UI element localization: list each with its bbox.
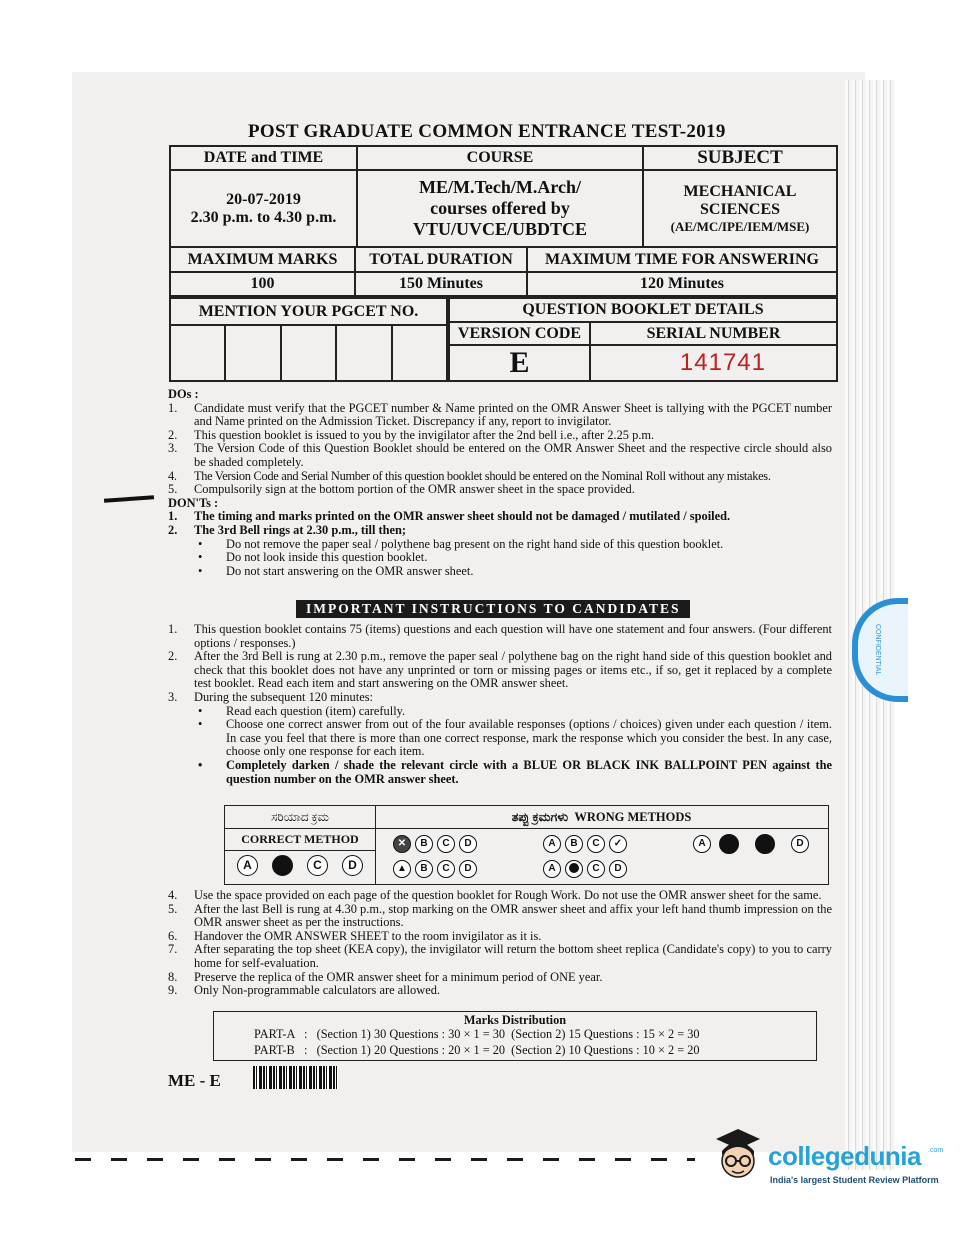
max-time-value: 120 Minutes — [527, 272, 837, 296]
omr-bubble-a: A — [543, 835, 561, 853]
exam-title: POST GRADUATE COMMON ENTRANCE TEST-2019 — [248, 121, 726, 142]
dos-section — [168, 388, 832, 578]
correct-method-panel — [225, 806, 376, 884]
list-item: 1. The timing and marks printed on the OMR answer sheet should not be damaged / mutilated / spoiled. — [168, 509, 731, 524]
bullet-item: • Read each question (item) carefully. — [198, 703, 406, 718]
time-marks-table — [169, 246, 838, 297]
list-item: 7. After separating the top sheet (KEA copy), the invigilator will return the bottom sheet replica (Candidate's copy) to you to carry home for self-evaluation. — [168, 942, 832, 970]
donts-heading: DON'Ts : — [168, 495, 219, 510]
pgcet-table — [169, 297, 448, 382]
omr-bubble-partial: ▲ — [393, 860, 411, 878]
omr-bubble-d: D — [609, 860, 627, 878]
list-item: 4. The Version Code and Serial Number of this question booklet should be entered on the Nominal Roll without any mistakes. — [168, 468, 771, 483]
brand-name: collegedunia — [768, 1141, 921, 1171]
list-item: 3. During the subsequent 120 minutes: — [168, 689, 373, 704]
important-instructions-banner: IMPORTANT INSTRUCTIONS TO CANDIDATES — [296, 600, 690, 618]
confidential-seal: CONFIDENTIAL — [852, 598, 908, 702]
subject-branches: (AE/MC/IPE/IEM/MSE) — [670, 218, 810, 234]
version-code-value: E — [449, 345, 590, 381]
pgcet-digit-box — [225, 325, 280, 381]
barcode — [253, 1066, 338, 1089]
omr-bubble-d: D — [459, 835, 477, 853]
course-line: VTU/UVCE/UBDTCE — [412, 219, 588, 239]
bullet-item: • Do not look inside this question booklet. — [198, 550, 428, 565]
collegedunia-watermark — [712, 1127, 942, 1197]
max-marks-value: 100 — [170, 272, 355, 296]
bullet-item: • Do not remove the paper seal / polythene bag present on the right hand side of this question booklet. — [198, 536, 724, 551]
list-item: 1. This question booklet contains 75 (items) questions and each question will have one statement and four answers. (Four different options / responses.) — [168, 622, 832, 650]
omr-bubble-b: B — [415, 835, 433, 853]
list-item: 3. The Version Code of this Question Booklet should be entered on the OMR Answer Sheet and the respective circle should also be shaded completely. — [168, 441, 832, 469]
date-time-header: DATE and TIME — [170, 146, 357, 170]
pgcet-digit-box — [281, 325, 336, 381]
max-marks-label: MAXIMUM MARKS — [170, 247, 355, 272]
omr-bubble-c: C — [437, 835, 455, 853]
student-mascot-icon — [712, 1127, 768, 1189]
omr-bubble-crossed: ✕ — [393, 835, 411, 853]
part-b-marks: PART-B : (Section 1) 20 Questions : 20 × 1 = 20 (Section 2) 10 Questions : 10 × 2 = 20 — [254, 1043, 700, 1057]
course-line: ME/M.Tech/M.Arch/ — [419, 177, 581, 197]
omr-bubble-c: C — [437, 860, 455, 878]
omr-bubble-d: D — [342, 855, 363, 876]
pgcet-label: MENTION YOUR PGCET NO. — [170, 298, 447, 325]
omr-bubble-a: A — [543, 860, 561, 878]
version-code-label: VERSION CODE — [449, 322, 590, 345]
dos-heading: DOs : — [168, 387, 199, 401]
pgcet-digit-box — [170, 325, 225, 381]
correct-method-label: CORRECT METHOD — [225, 828, 375, 851]
exam-details-table — [169, 145, 838, 248]
correct-method-kannada: ಸರಿಯಾದ ಕ್ರಮ — [225, 806, 375, 829]
omr-methods-box — [224, 805, 829, 885]
list-item: 5. Compulsorily sign at the bottom portion of the OMR answer sheet in the space provided. — [168, 482, 635, 497]
omr-bubble-half-filled — [565, 860, 583, 878]
course-line: courses offered by — [430, 198, 570, 218]
omr-bubble-ticked: ✓ — [609, 835, 627, 853]
omr-bubble-d: D — [791, 835, 809, 853]
course-header: COURSE — [357, 146, 643, 170]
subject-line: SCIENCES — [699, 200, 781, 218]
pgcet-digit-box — [336, 325, 391, 381]
omr-bubble-c: C — [587, 835, 605, 853]
list-item: 4. Use the space provided on each page of the question booklet for Rough Work. Do not use the OMR answer sheet for the same. — [168, 888, 822, 902]
bullet-item: • Completely darken / shade the relevant circle with a BLUE OR BLACK INK BALLPOINT PEN against the question number on the OMR answer sheet. — [198, 757, 832, 786]
bullet-item: • Do not start answering on the OMR answer sheet. — [198, 563, 474, 578]
booklet-details-table — [448, 297, 838, 382]
list-item: 8. Preserve the replica of the OMR answer sheet for a minimum period of ONE year. — [168, 969, 603, 984]
list-item: 2. The 3rd Bell rings at 2.30 p.m., till then; — [168, 522, 407, 537]
omr-bubble-a: A — [693, 835, 711, 853]
brand-domain: .com — [928, 1147, 944, 1154]
pgcet-digit-box — [392, 325, 447, 381]
post-exam-instructions — [168, 889, 832, 998]
omr-bubble-b: B — [565, 835, 583, 853]
list-item: 9. Only Non-programmable calculators are allowed. — [168, 983, 440, 998]
omr-bubble-filled — [272, 855, 293, 876]
serial-number-label: SERIAL NUMBER — [590, 322, 837, 345]
part-a-marks: PART-A : (Section 1) 30 Questions : 30 × 1 = 30 (Section 2) 15 Questions : 15 × 2 = 30 — [254, 1027, 700, 1041]
omr-bubble-filled — [719, 834, 739, 854]
serial-number-value: 141741 — [679, 349, 766, 376]
omr-bubble-filled — [755, 834, 775, 854]
subject-cell — [643, 170, 837, 247]
subject-header: SUBJECT — [643, 146, 837, 170]
max-time-label: MAXIMUM TIME FOR ANSWERING — [527, 247, 837, 272]
exam-date: 20-07-2019 — [226, 190, 301, 208]
exam-time: 2.30 p.m. to 4.30 p.m. — [190, 208, 337, 226]
list-item: 1. Candidate must verify that the PGCET number & Name printed on the OMR Answer Sheet is tallying with the PGCET number and Name printed on the Admission Ticket. Discrepancy if any, report to invigilator. — [168, 400, 832, 429]
omr-bubble-c: C — [587, 860, 605, 878]
date-time-cell — [170, 170, 357, 247]
course-cell — [357, 170, 643, 247]
bullet-item: • Choose one correct answer from out of the four available responses (options / choices) given under each question / item. In case you feel that there is more than one correct response, mark the response which you consider the best. In any case, choose only one response for each item. — [198, 717, 832, 759]
list-item: 5. After the last Bell is rung at 4.30 p.m., stop marking on the OMR answer sheet and affix your left hand thumb impression on the OMR answer sheet as per the instructions. — [168, 901, 832, 930]
important-instructions — [168, 623, 832, 786]
list-item: 2. This question booklet is issued to you by the invigilator after the 2nd bell i.e., after 2.25 p.m. — [168, 427, 655, 442]
total-duration-value: 150 Minutes — [355, 272, 527, 296]
omr-bubble-c: C — [307, 855, 328, 876]
booklet-details-label: QUESTION BOOKLET DETAILS — [449, 298, 837, 322]
list-item: 6. Handover the OMR ANSWER SHEET to the room invigilator as it is. — [168, 928, 542, 943]
list-item: 2. After the 3rd Bell is rung at 2.30 p.m., remove the paper seal / polythene bag on the right hand side of this question booklet and check that this booklet does not have any unprinted or torn or missing pages or items etc., if so, get it replaced by a complete test booklet. Read each item and start answering on the OMR answer sheet. — [168, 649, 832, 691]
cut-line — [75, 1158, 695, 1161]
subject-line: MECHANICAL — [683, 182, 797, 200]
wrong-methods-label: ತಪ್ಪು ಕ್ರಮಗಳು WRONG METHODS — [375, 806, 828, 829]
marks-distribution-title: Marks Distribution — [463, 1013, 567, 1027]
brand-tagline: India's largest Student Review Platform — [770, 1175, 939, 1185]
omr-bubble-b: B — [415, 860, 433, 878]
serial-number-cell — [590, 345, 837, 381]
omr-bubble-d: D — [459, 860, 477, 878]
marks-distribution-box — [213, 1011, 817, 1061]
booklet-code: ME - E — [168, 1071, 221, 1090]
omr-bubble-a: A — [237, 855, 258, 876]
total-duration-label: TOTAL DURATION — [355, 247, 527, 272]
